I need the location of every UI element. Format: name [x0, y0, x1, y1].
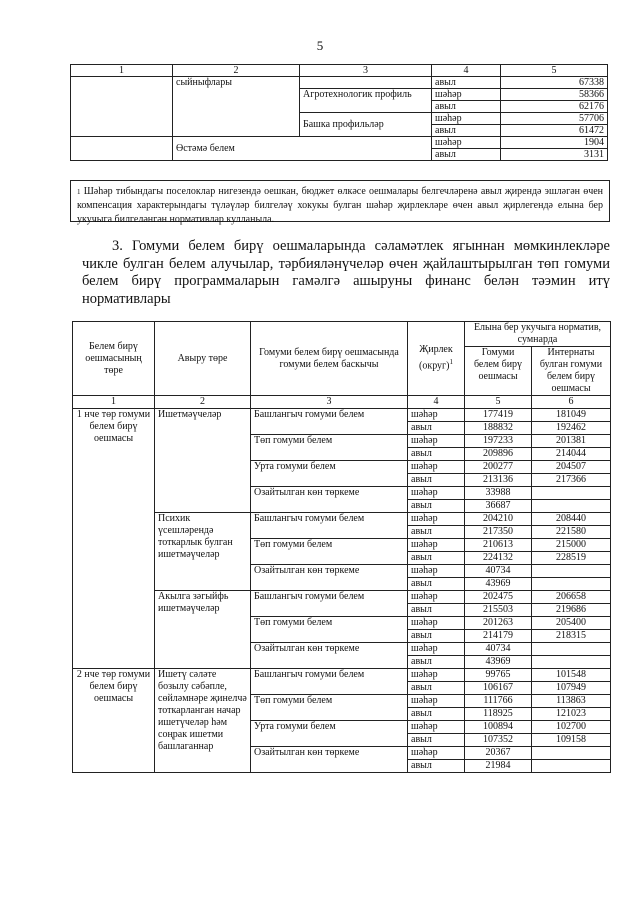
norm-boarding-cell: 102700	[532, 721, 611, 734]
norm-general-cell: 202475	[465, 591, 532, 604]
locality-cell: шәһәр	[408, 513, 465, 526]
norm-general-cell: 215503	[465, 604, 532, 617]
norm-general-cell: 43969	[465, 578, 532, 591]
norm-general-cell: 20367	[465, 747, 532, 760]
education-level-cell: Урта гомуми белем	[251, 461, 408, 487]
locality-cell: авыл	[408, 656, 465, 669]
header-disease-type: Авыру төре	[155, 322, 251, 396]
norm-boarding-cell: 107949	[532, 682, 611, 695]
org-type-cell: 2 нче төр гомуми белем бирү оешмасы	[73, 669, 155, 773]
locality-cell: шәһәр	[408, 565, 465, 578]
locality-cell: шәһәр	[408, 669, 465, 682]
profile-cell: Башка профильләр	[300, 113, 432, 137]
header-locality	[408, 322, 465, 396]
norm-general-cell: 111766	[465, 695, 532, 708]
norm-boarding-cell: 201381	[532, 435, 611, 448]
norm-boarding-cell: 208440	[532, 513, 611, 526]
locality-cell: авыл	[408, 578, 465, 591]
norm-boarding-cell: 204507	[532, 461, 611, 474]
footnote-text: Шәһәр тибындагы поселоклар нигезендә оешкан, бюджет өлкәсе оешмалары белгечләренә авыл җирендә эшләгән өчен компенсация характерындагы түләүләр билгеләү хокукы булган шәһәр җирлекләре өчен авыл җирлегендә елына бер укучыга билгеләнгән нормативлар кулланыла.	[77, 186, 604, 225]
norm-boarding-cell	[532, 760, 611, 773]
header-locality-mark: 1	[449, 358, 453, 367]
header-norm-group: Елына бер укучыга норматив, сумнарда	[465, 322, 611, 347]
locality-cell: авыл	[408, 734, 465, 747]
education-level-cell: Озайтылган көн төркеме	[251, 643, 408, 669]
locality-cell: авыл	[408, 422, 465, 435]
col-number: 2	[173, 65, 300, 77]
footnote	[70, 180, 610, 225]
education-level-cell: Төп гомуми белем	[251, 695, 408, 721]
norm-general-cell: 40734	[465, 643, 532, 656]
locality-cell: шәһәр	[432, 137, 501, 149]
locality-cell: авыл	[408, 500, 465, 513]
locality-cell: шәһәр	[408, 461, 465, 474]
continuation-table	[70, 64, 608, 161]
norm-boarding-cell: 217366	[532, 474, 611, 487]
norm-boarding-cell: 205400	[532, 617, 611, 630]
norm-general-cell: 209896	[465, 448, 532, 461]
norm-general-cell: 177419	[465, 409, 532, 422]
locality-cell: шәһәр	[432, 113, 501, 125]
page-number: 5	[316, 38, 324, 53]
norms-table	[72, 321, 611, 773]
norm-general-cell: 36687	[465, 500, 532, 513]
education-level-cell: Озайтылган көн төркеме	[251, 487, 408, 513]
education-level-cell: Башлангыч гомуми белем	[251, 591, 408, 617]
education-level-cell: Төп гомуми белем	[251, 617, 408, 643]
col-number: 3	[251, 396, 408, 409]
value-cell: 1904	[501, 137, 608, 149]
norm-general-cell: 210613	[465, 539, 532, 552]
norm-boarding-cell: 113863	[532, 695, 611, 708]
col-number: 4	[432, 65, 501, 77]
education-level-cell: Озайтылган көн төркеме	[251, 747, 408, 773]
norm-boarding-cell: 101548	[532, 669, 611, 682]
norm-boarding-cell: 218315	[532, 630, 611, 643]
header-education-level: Гомуми белем бирү оешмасында гомуми белем баскычы	[251, 322, 408, 396]
norm-general-cell: 197233	[465, 435, 532, 448]
locality-cell: авыл	[408, 526, 465, 539]
value-cell: 61472	[501, 125, 608, 137]
norm-general-cell: 217350	[465, 526, 532, 539]
norm-general-cell: 33988	[465, 487, 532, 500]
locality-cell: авыл	[432, 125, 501, 137]
locality-cell: шәһәр	[408, 487, 465, 500]
col-number: 1	[73, 396, 155, 409]
norm-general-cell: 188832	[465, 422, 532, 435]
footnote-mark: 1	[77, 188, 81, 196]
norm-boarding-cell: 109158	[532, 734, 611, 747]
locality-cell: авыл	[408, 682, 465, 695]
locality-cell: шәһәр	[408, 643, 465, 656]
education-level-cell: Башлангыч гомуми белем	[251, 669, 408, 695]
locality-cell: авыл	[408, 474, 465, 487]
disease-type-cell: Ишетмәүчеләр	[155, 409, 251, 513]
locality-cell: авыл	[408, 708, 465, 721]
disease-type-cell: Ишетү сәләте бозылу сәбәпле, сөйләмнәре җинелчә тоткарланган начар ишетүчеләр һәм соңрак ишетми башлаганнар	[155, 669, 251, 773]
norm-boarding-cell: 221580	[532, 526, 611, 539]
col-number: 2	[155, 396, 251, 409]
norm-general-cell: 21984	[465, 760, 532, 773]
education-level-cell: Урта гомуми белем	[251, 721, 408, 747]
locality-cell: шәһәр	[432, 89, 501, 101]
locality-cell: шәһәр	[408, 435, 465, 448]
education-level-cell: Төп гомуми белем	[251, 435, 408, 461]
norm-boarding-cell	[532, 578, 611, 591]
norm-general-cell: 40734	[465, 565, 532, 578]
norm-boarding-cell: 206658	[532, 591, 611, 604]
norm-boarding-cell: 219686	[532, 604, 611, 617]
norm-general-cell: 214179	[465, 630, 532, 643]
header-org-type: Белем бирү оешмасының төре	[73, 322, 155, 396]
education-level-cell: Башлангыч гомуми белем	[251, 513, 408, 539]
norm-boarding-cell	[532, 500, 611, 513]
norm-general-cell: 200277	[465, 461, 532, 474]
norm-general-cell: 201263	[465, 617, 532, 630]
value-cell: 62176	[501, 101, 608, 113]
extra-education-label: Өстәмә белем	[173, 137, 432, 161]
profile-cell	[300, 77, 432, 89]
norm-boarding-cell: 181049	[532, 409, 611, 422]
locality-cell: авыл	[408, 630, 465, 643]
disease-type-cell: Акылга зәгыйфь ишетмәүчеләр	[155, 591, 251, 669]
norm-boarding-cell: 214044	[532, 448, 611, 461]
header-norm-boarding: Интернаты булган гомуми белем бирү оешмасы	[532, 347, 611, 396]
norm-boarding-cell: 121023	[532, 708, 611, 721]
locality-cell: шәһәр	[408, 539, 465, 552]
locality-cell: авыл	[432, 149, 501, 161]
locality-cell: авыл	[408, 760, 465, 773]
locality-cell: авыл	[432, 101, 501, 113]
value-cell: 3131	[501, 149, 608, 161]
locality-cell: авыл	[408, 552, 465, 565]
norm-general-cell: 43969	[465, 656, 532, 669]
norm-boarding-cell	[532, 656, 611, 669]
norm-boarding-cell: 192462	[532, 422, 611, 435]
locality-cell: авыл	[432, 77, 501, 89]
col-number: 6	[532, 396, 611, 409]
norm-general-cell: 118925	[465, 708, 532, 721]
locality-cell: шәһәр	[408, 617, 465, 630]
col-number: 1	[71, 65, 173, 77]
norm-general-cell: 224132	[465, 552, 532, 565]
table-row	[73, 669, 611, 682]
table-row	[73, 409, 611, 422]
class-label: сыйныфлары	[173, 77, 300, 137]
disease-type-cell: Психик үсешләрендә тоткарлык булган ишетмәүчеләр	[155, 513, 251, 591]
locality-cell: шәһәр	[408, 409, 465, 422]
org-cell	[71, 137, 173, 161]
col-number: 3	[300, 65, 432, 77]
col-number: 5	[501, 65, 608, 77]
header-locality-text: Җирлек (округ)	[419, 344, 453, 372]
norm-boarding-cell: 228519	[532, 552, 611, 565]
education-level-cell: Башлангыч гомуми белем	[251, 409, 408, 435]
org-cell	[71, 77, 173, 137]
norm-general-cell: 106167	[465, 682, 532, 695]
norm-general-cell: 99765	[465, 669, 532, 682]
locality-cell: шәһәр	[408, 721, 465, 734]
norm-boarding-cell	[532, 643, 611, 656]
locality-cell: шәһәр	[408, 695, 465, 708]
locality-cell: шәһәр	[408, 591, 465, 604]
education-level-cell: Озайтылган көн төркеме	[251, 565, 408, 591]
locality-cell: авыл	[408, 604, 465, 617]
norm-boarding-cell	[532, 747, 611, 760]
norm-general-cell: 204210	[465, 513, 532, 526]
profile-cell: Агротехнологик профиль	[300, 89, 432, 113]
value-cell: 67338	[501, 77, 608, 89]
col-number: 4	[408, 396, 465, 409]
norm-boarding-cell	[532, 565, 611, 578]
norm-boarding-cell: 215000	[532, 539, 611, 552]
norm-general-cell: 100894	[465, 721, 532, 734]
norm-general-cell: 107352	[465, 734, 532, 747]
norm-general-cell: 213136	[465, 474, 532, 487]
locality-cell: авыл	[408, 448, 465, 461]
section-heading: 3. Гомуми белем бирү оешмаларында сәламәтлек ягыннан мөмкинлекләре чикле булган белем алучылар, тәрбияләнүчеләр өчен җайлаштырылган төп гомуми белем бирү программаларын гамәлгә ашыруны финанс белән тәэмин итү нормативлары	[82, 238, 610, 307]
locality-cell: шәһәр	[408, 747, 465, 760]
org-type-cell: 1 нче төр гомуми белем бирү оешмасы	[73, 409, 155, 669]
education-level-cell: Төп гомуми белем	[251, 539, 408, 565]
header-norm-general: Гомуми белем бирү оешмасы	[465, 347, 532, 396]
value-cell: 58366	[501, 89, 608, 101]
norm-boarding-cell	[532, 487, 611, 500]
value-cell: 57706	[501, 113, 608, 125]
col-number: 5	[465, 396, 532, 409]
